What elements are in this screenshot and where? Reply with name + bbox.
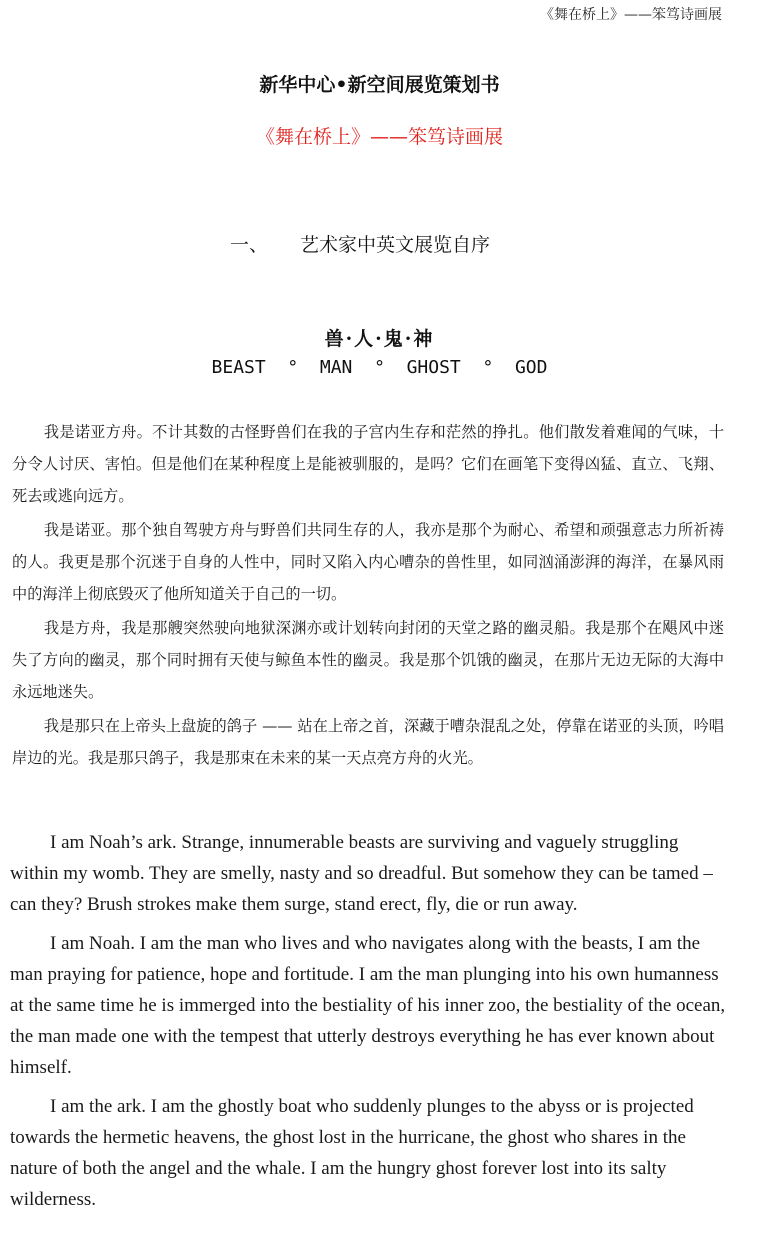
paragraph-zh: 我是方舟，我是那艘突然驶向地狱深渊亦或计划转向封闭的天堂之路的幽灵船。我是那个在飓风中迷失了方向的幽灵，那个同时拥有天使与鲸鱼本性的幽灵。我是那个饥饿的幽灵，在那片无边无际的大海中永远地迷失。	[12, 619, 724, 701]
paragraph-en: I am Noah’s ark. Strange, innumerable beasts are surviving and vaguely struggling within my womb. They are smelly, nasty and so dreadful. But somehow they can be tamed – can they? Brush strokes make them surge, stand erect, fly, die or run away.	[10, 832, 713, 915]
paragraph-zh: 我是诺亚。那个独自驾驶方舟与野兽们共同生存的人，我亦是那个为耐心、希望和顽强意志力所祈祷的人。我更是那个沉迷于自身的人性中，同时又陷入内心嘈杂的兽性里，如同汹涌澎湃的海洋，在暴风雨中的海洋上彻底毁灭了他所知道关于自己的一切。	[12, 521, 724, 603]
chinese-text-block	[12, 416, 724, 776]
section-number: 一、	[230, 234, 269, 256]
paragraph-zh: 我是诺亚方舟。不计其数的古怪野兽们在我的子宫内生存和茫然的挣扎。他们散发着难闻的气味，十分令人讨厌、害怕。但是他们在某种程度上是能被驯服的，是吗？它们在画笔下变得凶猛、直立、飞翔、死去或逃向远方。	[12, 423, 724, 505]
running-header: 《舞在桥上》——笨笃诗画展	[540, 7, 722, 23]
section-heading	[230, 230, 490, 257]
poem-title-chinese: 兽·人·鬼·神	[324, 328, 435, 350]
paragraph-en: I am the ark. I am the ghostly boat who suddenly plunges to the abyss or is projected towards the hermetic heavens, the ghost lost in the hurricane, the ghost who shares in the nature of both the angel and the whale. I am the hungry ghost forever lost into its salty wilderness.	[10, 1096, 694, 1210]
document-title: 新华中心•新空间展览策划书	[259, 74, 500, 96]
paragraph-zh: 我是那只在上帝头上盘旋的鸽子 —— 站在上帝之首，深藏于嘈杂混乱之处，停靠在诺亚的头顶，吟唱岸边的光。我是那只鸽子，我是那束在未来的某一天点亮方舟的火光。	[12, 717, 724, 767]
poem-title-english: BEAST ° MAN ° GHOST ° GOD	[211, 357, 548, 378]
english-text-block	[10, 827, 726, 1223]
paragraph-en: I am Noah. I am the man who lives and who navigates along with the beasts, I am the man praying for patience, hope and fortitude. I am the man plunging into his own humanness at the same time he is immerged into the bestiality of his inner zoo, the bestiality of the ocean, the man made one with the tempest that utterly destroys everything he has ever known about himself.	[10, 933, 726, 1078]
exhibition-title: 《舞在桥上》——笨笃诗画展	[255, 126, 503, 148]
section-title: 艺术家中英文展览自序	[300, 234, 491, 256]
